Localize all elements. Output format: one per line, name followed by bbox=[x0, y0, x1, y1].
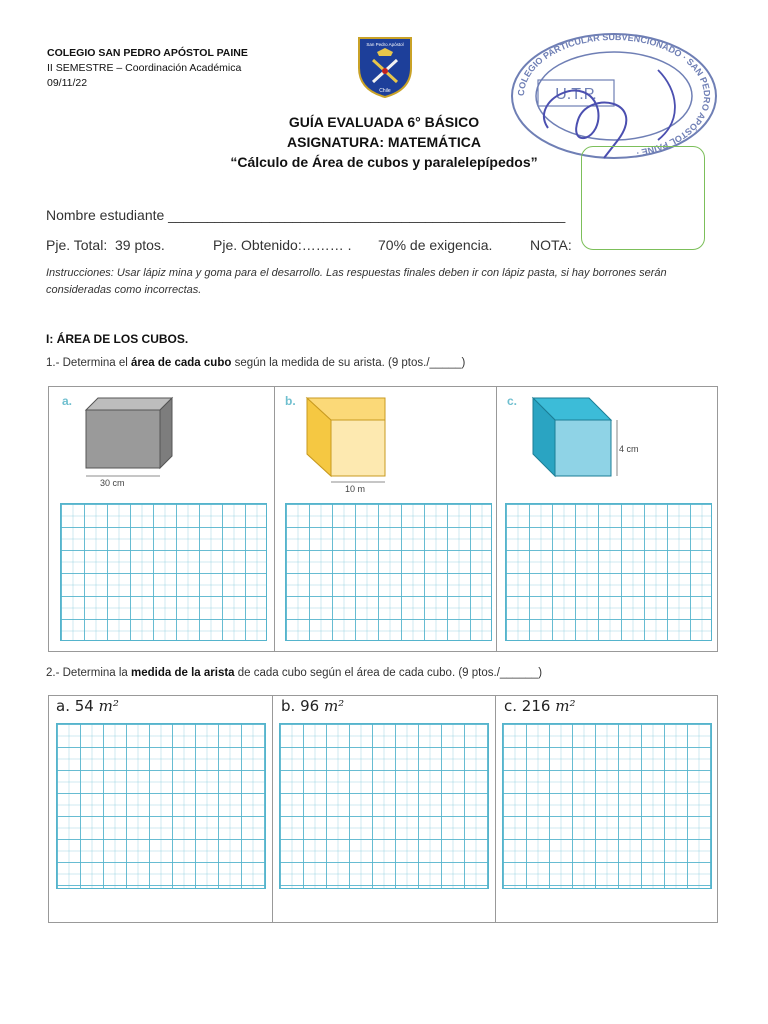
semester-line: II SEMESTRE – Coordinación Académica bbox=[47, 62, 242, 74]
item-letter-a: a. bbox=[62, 394, 73, 408]
area-b-cell bbox=[273, 695, 495, 923]
area-a-cell bbox=[48, 695, 272, 923]
student-name-field[interactable]: Nombre estudiante ___________________________________________________ bbox=[46, 207, 566, 223]
question-2-prompt: 2.- Determina la medida de la arista de cada cubo según el área de cada cubo. (9 ptos./______) bbox=[46, 667, 543, 679]
area-c-label: c. 216 m² bbox=[504, 697, 576, 715]
section-heading: I: ÁREA DE LOS CUBOS. bbox=[46, 332, 189, 346]
cube-a-cell bbox=[48, 386, 274, 652]
stamp-center-text: U.T.P. bbox=[555, 86, 597, 103]
area-a-label: a. 54 m² bbox=[56, 697, 119, 715]
cube-c-cell bbox=[497, 386, 718, 652]
cube-b-cell bbox=[275, 386, 496, 652]
area-c-cell bbox=[496, 695, 718, 923]
total-score: Pje. Total: 39 ptos. bbox=[46, 237, 165, 253]
cube-a-measure: 30 cm bbox=[100, 478, 125, 488]
area-b-label: b. 96 m² bbox=[281, 697, 345, 715]
answer-grid-2c[interactable] bbox=[502, 723, 712, 889]
question-1-prompt: 1.- Determina el área de cada cubo según la medida de su arista. (9 ptos./_____) bbox=[46, 357, 466, 369]
yellow-cube-icon bbox=[303, 394, 453, 494]
crest-bottom-text: Chile bbox=[379, 88, 391, 94]
answer-grid-2a[interactable] bbox=[56, 723, 266, 889]
item-letter-c: c. bbox=[507, 394, 518, 408]
item-letter-b: b. bbox=[285, 394, 296, 408]
guide-title-block bbox=[200, 112, 568, 172]
guide-title: GUÍA EVALUADA 6° BÁSICO bbox=[288, 114, 480, 130]
instructions: Instrucciones: Usar lápiz mina y goma para el desarrollo. Las respuestas finales deben ir con lápiz pasta, si hay borrones serán consideradas como incorrectas. bbox=[46, 267, 667, 296]
stamp-ring-text: COLEGIO PARTICULAR SUBVENCIONADO · SAN PEDRO APÓSTOL PAINE · bbox=[515, 31, 713, 159]
obtained-score-field[interactable]: Pje. Obtenido:……… . bbox=[213, 237, 352, 253]
subject-title: ASIGNATURA: MATEMÁTICA bbox=[287, 134, 481, 150]
date-line: 09/11/22 bbox=[47, 77, 88, 89]
school-crest-logo bbox=[355, 34, 415, 100]
nota-label: NOTA: bbox=[530, 237, 572, 253]
school-name: COLEGIO SAN PEDRO APÓSTOL PAINE bbox=[47, 47, 248, 59]
gray-cube-icon bbox=[80, 396, 220, 488]
cube-c-measure: 4 cm bbox=[619, 444, 639, 454]
answer-grid-1b[interactable] bbox=[285, 503, 492, 641]
school-header bbox=[47, 46, 248, 91]
answer-grid-1c[interactable] bbox=[505, 503, 712, 641]
crest-top-text: San Pedro Apóstol bbox=[366, 42, 404, 47]
answer-grid-1a[interactable] bbox=[60, 503, 267, 641]
blue-cube-icon bbox=[529, 394, 679, 484]
exigencia-text: 70% de exigencia. bbox=[378, 237, 493, 253]
cube-b-measure: 10 m bbox=[345, 484, 366, 494]
grade-box[interactable] bbox=[581, 146, 705, 250]
answer-grid-2b[interactable] bbox=[279, 723, 489, 889]
topic-title: “Cálculo de Área de cubos y paralelepípedos” bbox=[230, 154, 538, 170]
